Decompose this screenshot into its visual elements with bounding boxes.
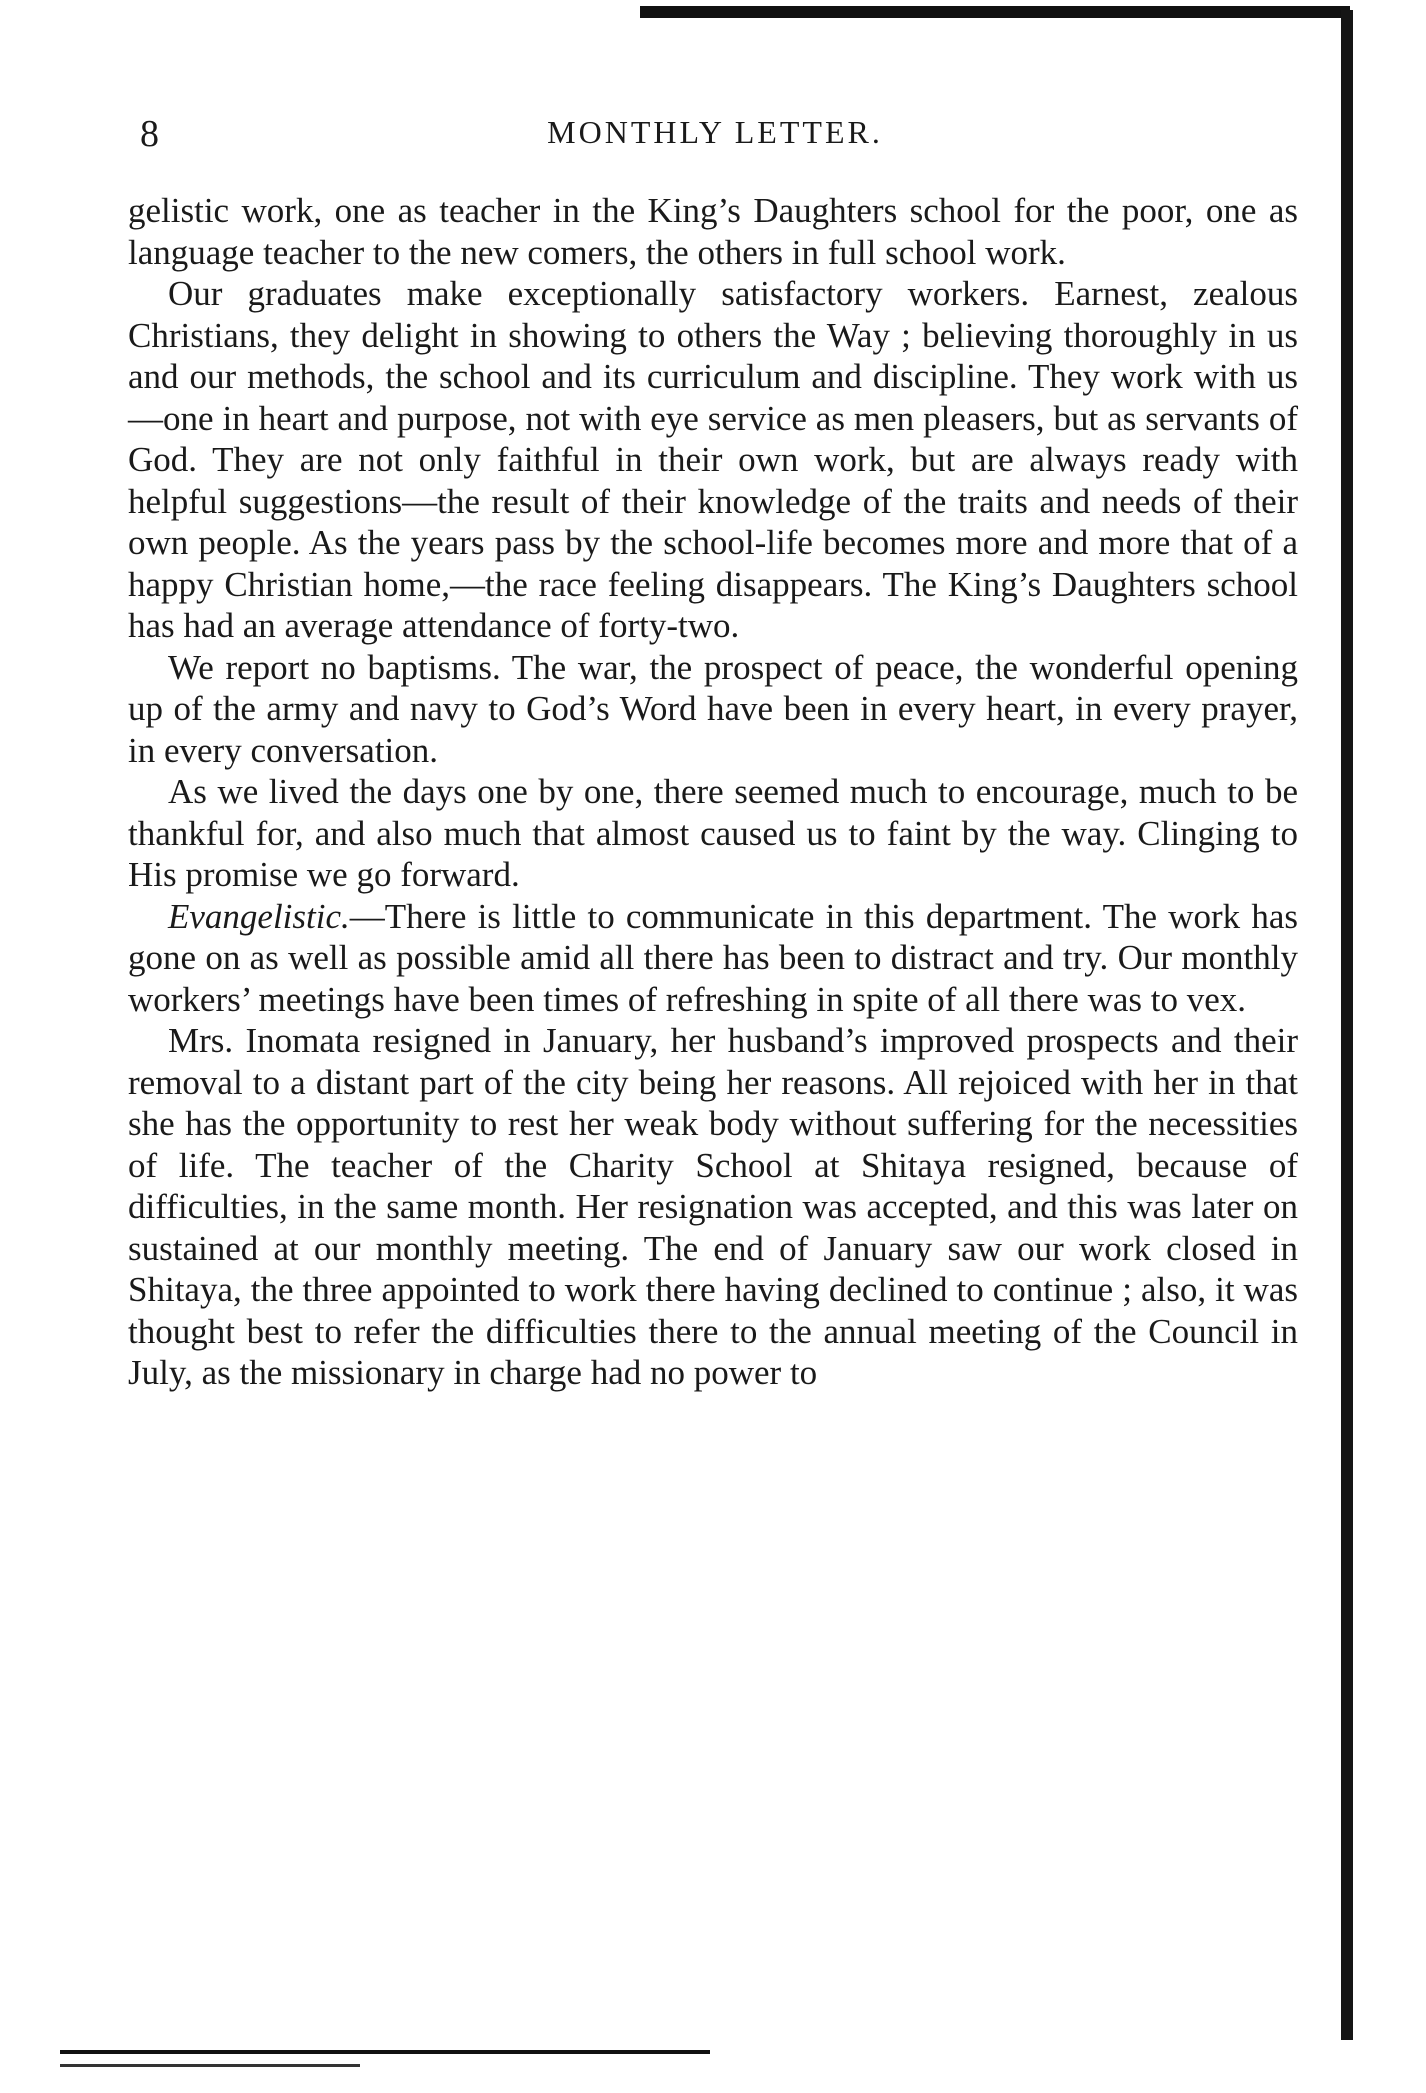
- paragraph-inomata: Mrs. Inomata resigned in January, her husband’s improved prospects and their removal to a distant part of the city being her reasons. All rejoiced with her in that she has the opportunity to rest her weak body without suffering for the necessities of life. The teacher of the Charity School at Shitaya resigned, because of difficulties, in the same month. Her resignation was accepted, and this was later on sustained at our monthly meeting. The end of January saw our work closed in Shitaya, the three appointed to work there having declined to continue ; also, it was thought best to refer the difficulties there to the annual meeting of the Council in July, as the missionary in charge had no power to: [128, 1021, 1298, 1392]
- top-border-rule: [640, 6, 1350, 18]
- bottom-border-rule: [60, 2050, 710, 2054]
- page-number: 8: [140, 113, 159, 155]
- paragraph-graduates: Our graduates make exceptionally satisfactory workers. Earnest, zealous Christians, they delight in showing to others the Way ; believing thoroughly in us and our methods, the school and its curriculum and discipline. They work with us—one in heart and purpose, not with eye service as men pleasers, but as servants of God. They are not only faithful in their own work, but are always ready with helpful suggestions—the result of their knowledge of the traits and needs of their own people. As the years pass by the school-life becomes more and more that of a happy Christian home,—the race feeling disappears. The King’s Daughters school has had an average attendance of forty-two.: [128, 274, 1298, 645]
- running-title: MONTHLY LETTER.: [547, 114, 883, 150]
- bottom-border-rule-secondary: [60, 2064, 360, 2067]
- paragraph-encouragement: As we lived the days one by one, there seemed much to encourage, much to be thankful for, and also much that almost caused us to faint by the way. Clinging to His promise we go forward.: [128, 772, 1298, 894]
- paragraph-continuation: gelistic work, one as teacher in the King’s Daughters school for the poor, one as language teacher to the new comers, the others in full school work.: [128, 191, 1298, 272]
- paragraph-evangelistic-text: —There is little to communicate in this department. The work has gone on as well as possible amid all there has been to distract and try. Our monthly workers’ meetings have been times of refreshing in spite of all there was to vex.: [128, 896, 1298, 1019]
- paragraph-evangelistic: [128, 896, 1298, 1021]
- paragraph-baptisms: We report no baptisms. The war, the prospect of peace, the wonderful opening up of the army and navy to God’s Word have been in every heart, in every prayer, in every conversation.: [128, 647, 1298, 770]
- page-header: [130, 112, 1300, 162]
- section-heading-evangelistic: Evangelistic.: [168, 896, 350, 936]
- right-border-rule: [1341, 10, 1353, 2040]
- body-text: [128, 190, 1298, 1394]
